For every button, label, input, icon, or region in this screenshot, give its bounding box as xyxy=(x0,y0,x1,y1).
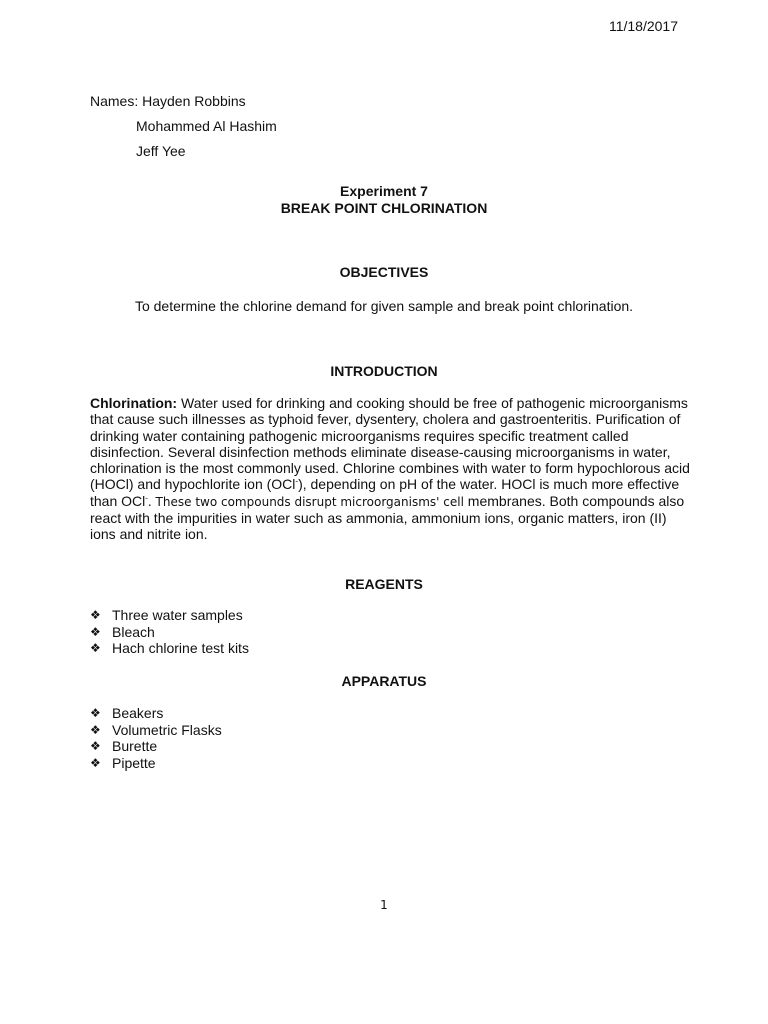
objectives-text: To determine the chlorine demand for given sample and break point chlorination. xyxy=(134,298,634,314)
diamond-bullet-icon: ❖ xyxy=(90,755,101,770)
page-number: 1 xyxy=(380,898,388,912)
introduction-part3: . These two compounds disrupt microorganisms' cell xyxy=(147,494,464,509)
list-item xyxy=(90,705,222,722)
reagents-list xyxy=(90,607,249,657)
reagent-item: Three water samples xyxy=(112,607,243,623)
list-item xyxy=(90,722,222,739)
reagent-item: Hach chlorine test kits xyxy=(112,640,249,656)
introduction-paragraph xyxy=(90,395,690,543)
introduction-heading: INTRODUCTION xyxy=(330,363,438,379)
apparatus-heading: APPARATUS xyxy=(341,673,427,689)
diamond-bullet-icon: ❖ xyxy=(90,739,101,753)
diamond-bullet-icon: ❖ xyxy=(90,641,101,655)
apparatus-item: Burette xyxy=(112,738,158,754)
apparatus-list xyxy=(90,705,222,771)
list-item xyxy=(90,624,249,641)
list-item xyxy=(90,738,222,755)
objectives-heading: OBJECTIVES xyxy=(339,264,429,280)
superscript-minus-2: - xyxy=(145,493,148,503)
document-date: 11/18/2017 xyxy=(608,18,678,34)
introduction-part4: membranes. Both compounds also react with the impurities in water such as ammonia, ammonium ions, organic matters, iron (II) ions and nitrite ion. xyxy=(90,492,685,543)
list-item xyxy=(90,640,249,657)
apparatus-item: Beakers xyxy=(112,705,164,721)
diamond-bullet-icon: ❖ xyxy=(90,722,101,737)
experiment-number: Experiment 7 xyxy=(340,183,428,199)
diamond-bullet-icon: ❖ xyxy=(90,608,101,622)
apparatus-item: Volumetric Flasks xyxy=(112,721,222,738)
superscript-minus-1: - xyxy=(295,476,299,486)
reagents-heading: REAGENTS xyxy=(345,576,423,592)
diamond-bullet-icon: ❖ xyxy=(90,706,101,720)
names-line-1: Names: Hayden Robbins xyxy=(90,93,246,109)
reagent-item: Bleach xyxy=(112,623,155,640)
names-line-3: Jeff Yee xyxy=(136,143,186,159)
experiment-title: BREAK POINT CHLORINATION xyxy=(280,200,488,216)
names-line-2: Mohammed Al Hashim xyxy=(136,118,277,134)
list-item xyxy=(90,755,222,772)
diamond-bullet-icon: ❖ xyxy=(90,624,101,639)
introduction-part1: Water used for drinking and cooking should be free of pathogenic microorganisms that cause such illnesses as typhoid fever, dysentery, cholera and gastroenteritis. Purification of drinking water containing pathogenic microorganisms requires specific treatment called disinfection. Several disinfection methods eliminate disease-causing microorganisms in water, chlorination is the most commonly used. Chlorine combines with water to form hypochlorous acid (HOCl) and hypochlorite ion (OCl xyxy=(90,395,690,493)
introduction-lead: Chlorination: xyxy=(90,395,178,411)
introduction-part2: ), depending on pH of the water. HOCl is much more effective than OCl xyxy=(90,476,680,509)
apparatus-item: Pipette xyxy=(112,754,156,771)
list-item xyxy=(90,607,249,624)
